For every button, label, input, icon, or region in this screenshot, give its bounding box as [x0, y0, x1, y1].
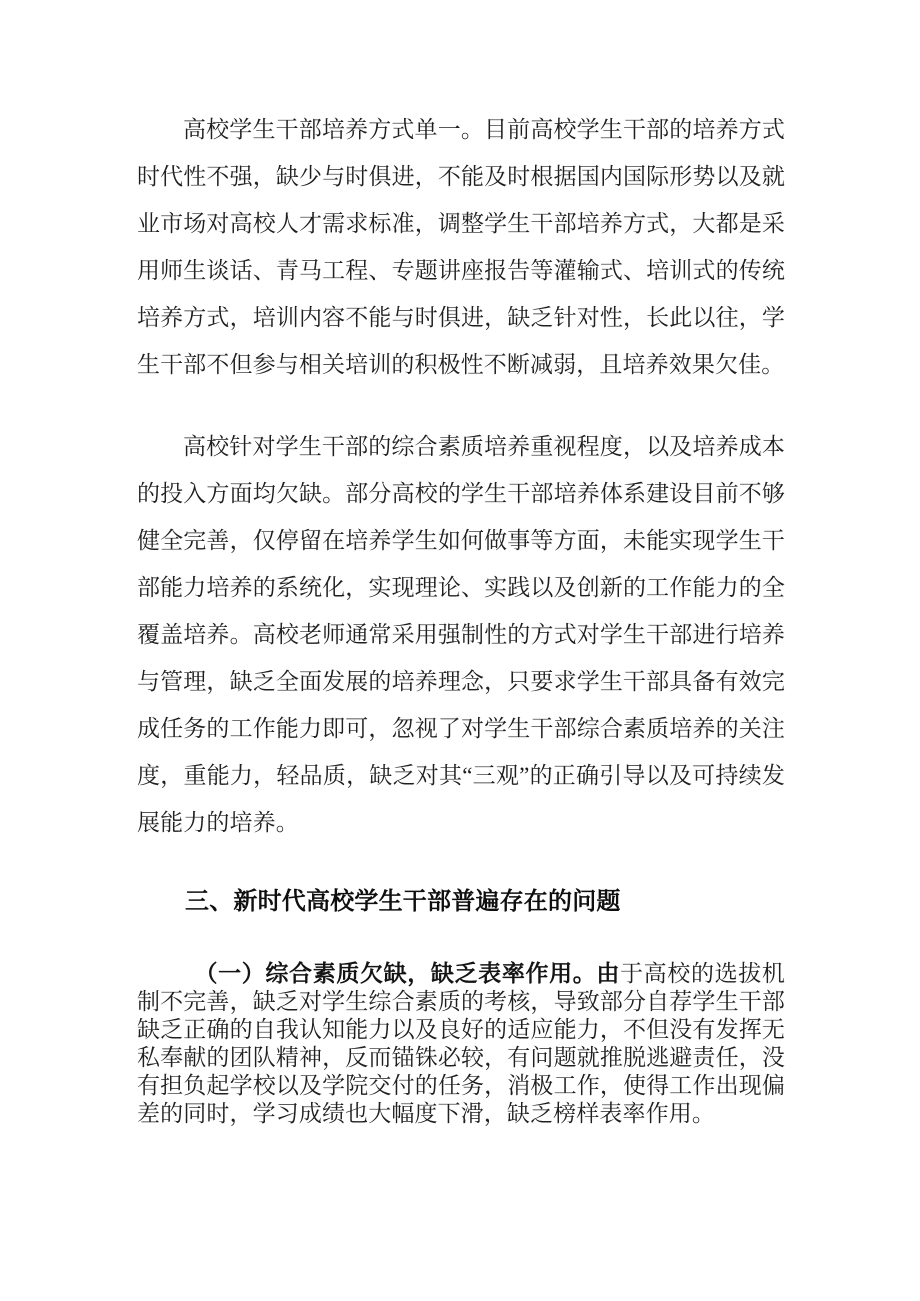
- paragraph-training-method-single: 高校学生干部培养方式单一。目前高校学生干部的培养方式时代性不强，缺少与时俱进，不能及时根据国内国际形势以及就业市场对高校人才需求标准，调整学生干部培养方式，大都是采用师生谈话、青马工程、专题讲座报告等灌输式、培训式的传统培养方式，培训内容不能与时俱进，缺乏针对性，长此以往，学生干部不但参与相关培训的积极性不断减弱，且培养效果欠佳。: [137, 117, 785, 377]
- paragraph-issue-one-body: 于高校的选拔机制不完善，缺乏对学生综合素质的考核，导致部分自荐学生干部缺乏正确的自我认知能力以及良好的适应能力，不但没有发挥无私奉献的团队精神，反而锚铢必较，有问题就推脱逃避责任，没有担负起学校以及学院交付的任务，消极工作，使得工作出现偏差的同时，学习成绩也大幅度下滑，缺乏榜样表率作用。: [137, 961, 785, 1126]
- paragraph-quality-cultivation-lacking: 高校针对学生干部的综合素质培养重视程度，以及培养成本的投入方面均欠缺。部分高校的学生干部培养体系建设目前不够健全完善，仅停留在培养学生如何做事等方面，未能实现学生干部能力培养的系统化，实现理论、实践以及创新的工作能力的全覆盖培养。高校老师通常采用强制性的方式对学生干部进行培养与管理，缺乏全面发展的培养理念，只要求学生干部具备有效完成任务的工作能力即可，忽视了对学生干部综合素质培养的关注度，重能力，轻品质，缺乏对其“三观”的正确引导以及可持续发展能力的培养。: [137, 434, 785, 835]
- section-heading-three: 三、新时代高校学生干部普遍存在的问题: [185, 888, 621, 915]
- paragraph-issue-one: [137, 960, 785, 1128]
- paragraph-issue-one-bold-lead: （一）综合素质欠缺，缺乏表率作用。由: [194, 961, 621, 986]
